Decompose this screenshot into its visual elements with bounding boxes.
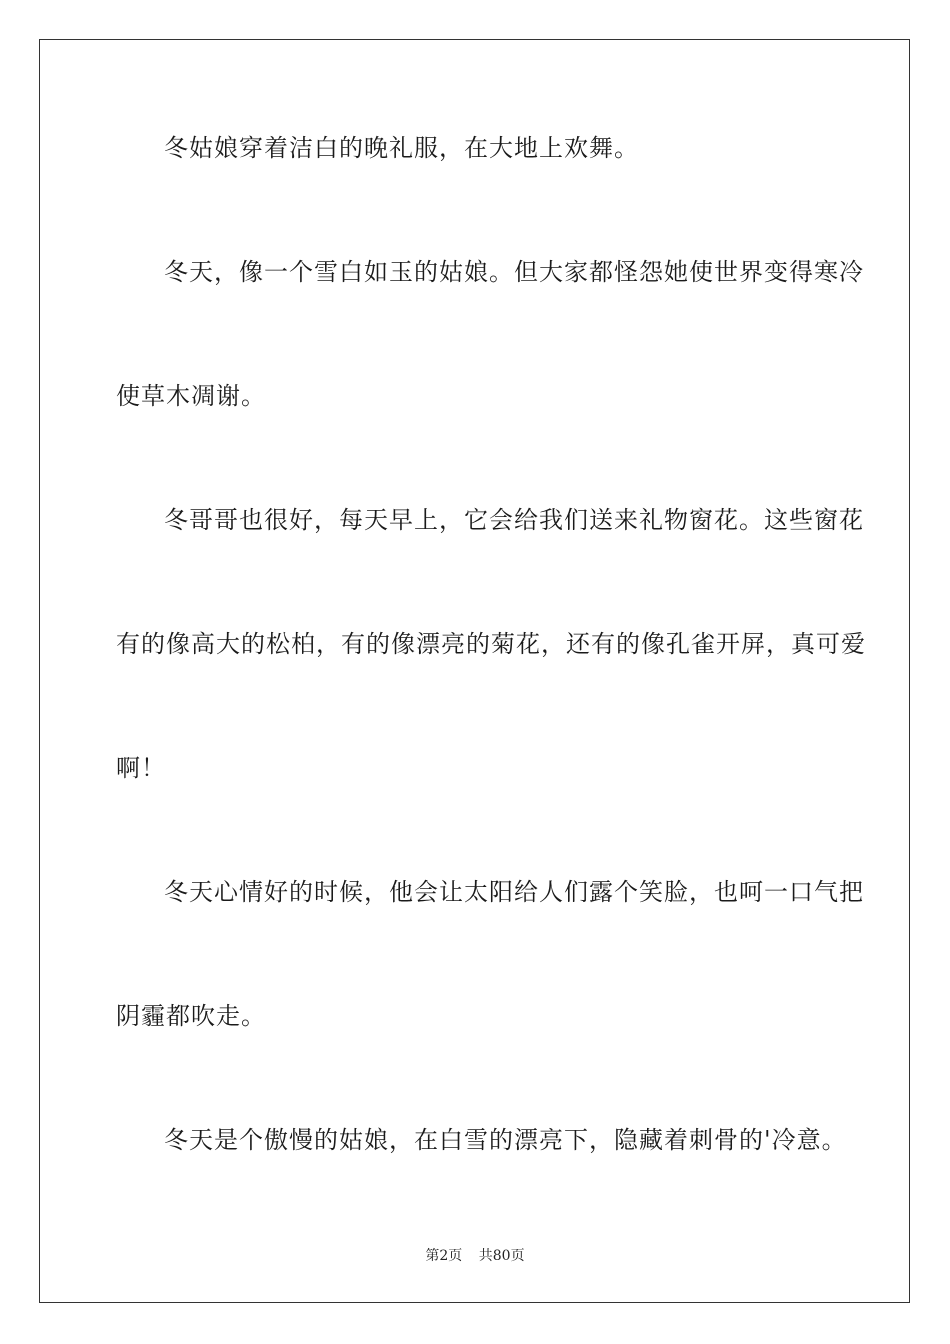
paragraph-line: 冬天，像一个雪白如玉的姑娘。但大家都怪怨她使世界变得寒冷 [164,258,864,286]
page-frame [39,39,910,1303]
paragraph-line: 冬哥哥也很好，每天早上，它会给我们送来礼物窗花。这些窗花 [164,506,864,534]
paragraph-line: 冬姑娘穿着洁白的晚礼服，在大地上欢舞。 [164,134,639,162]
paragraph-line: 有的像高大的松柏，有的像漂亮的菊花，还有的像孔雀开屏，真可爱 [116,630,866,658]
paragraph-line: 冬天心情好的时候，他会让太阳给人们露个笑脸，也呵一口气把 [164,878,864,906]
paragraph-line: 啊！ [116,754,166,782]
paragraph-line: 使草木凋谢。 [116,382,266,410]
page-footer [0,1246,950,1266]
paragraph-line: 冬天是个傲慢的姑娘，在白雪的漂亮下，隐藏着刺骨的'冷意。 [164,1126,847,1154]
page-total: 共80页 [478,1248,525,1264]
paragraph-line: 阴霾都吹走。 [116,1002,266,1030]
page-number: 第2页 [425,1248,463,1264]
